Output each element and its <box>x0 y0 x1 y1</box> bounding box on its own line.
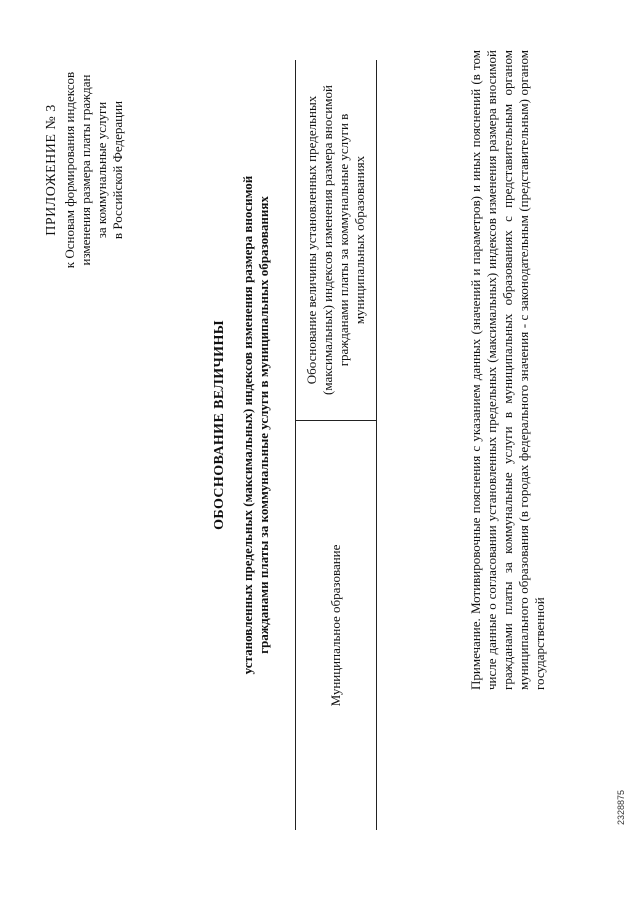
appendix-line: к Основам формирования индексов <box>62 71 77 269</box>
appendix-block <box>44 25 126 315</box>
appendix-title: ПРИЛОЖЕНИЕ № 3 <box>44 104 59 236</box>
note-paragraph: Примечание. Мотивировочные пояснения с указанием данных (значений и параметров) и иных пояснений (в том числе данные о согласовании установленных предельных (максимальных) индексов изменения размера вносимой гражданами платы за коммунальные услуги в муниципальных образованиях с представительным органом муниципального образования (в городах федерального значения - с законодательным (представительным) органом государственной <box>468 50 547 690</box>
document-number: 2328875 <box>616 789 626 825</box>
heading-line: гражданами платы за коммунальные услуги в муниципальных образованиях <box>256 196 271 654</box>
table-header-justification: Обоснование величины установленных предельных (максимальных) индексов изменения размера вносимой гражданами платы за коммунальные услуги в муниципальных образованиях <box>304 85 367 395</box>
justification-table <box>295 60 377 830</box>
document-heading <box>212 75 272 775</box>
heading-title: ОБОСНОВАНИЕ ВЕЛИЧИНЫ <box>212 320 227 530</box>
appendix-line: за коммунальные услуги <box>94 101 109 239</box>
table-header-municipality: Муниципальное образование <box>296 420 376 830</box>
appendix-line: в Российской Федерации <box>110 100 125 240</box>
heading-line: установленных предельных (максимальных) индексов изменения размера вносимой <box>240 175 255 675</box>
appendix-line: изменения размера платы граждан <box>78 74 93 266</box>
